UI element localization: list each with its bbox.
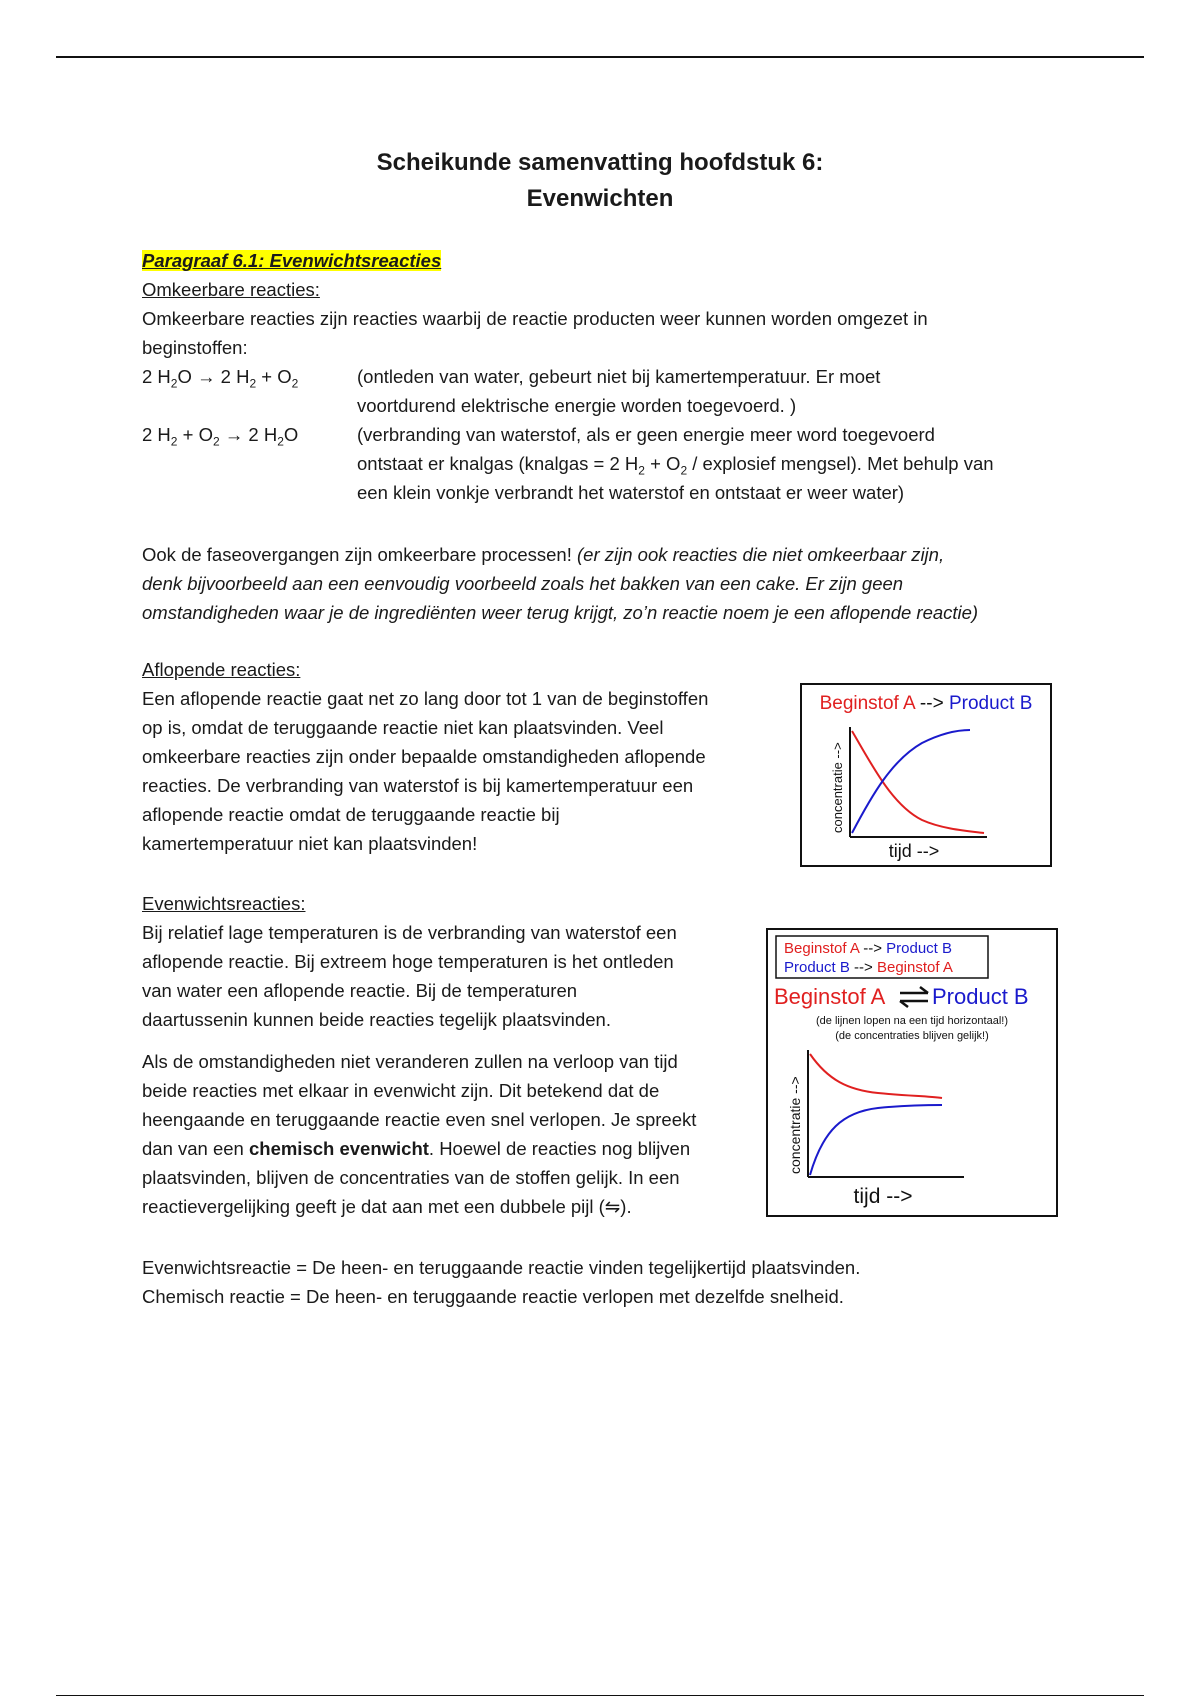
fig1-curve-product	[852, 730, 970, 833]
equation-1-desc-1: (ontleden van water, gebeurt niet bij kamertemperatuur. Er moet	[357, 366, 881, 387]
bottom-rule	[56, 1695, 1144, 1696]
aflopend-line-5: aflopende reactie omdat de teruggaande reactie bij	[142, 804, 560, 825]
evenwicht-p1-line-3: van water een aflopende reactie. Bij de temperaturen	[142, 980, 578, 1001]
fig2-main-product: Product B	[932, 984, 1029, 1009]
omkeerbaar-intro-2: beginstoffen:	[142, 337, 248, 358]
fig1-title: Beginstof A --> Product B	[819, 693, 1033, 714]
evenwicht-p2-line-1: Als de omstandigheden niet veranderen zullen na verloop van tijd	[142, 1051, 678, 1072]
aflopend-line-2: op is, omdat de teruggaande reactie niet kan plaatsvinden. Veel	[142, 717, 664, 738]
aflopend-line-4: reacties. De verbranding van waterstof is bij kamertemperatuur een	[142, 775, 694, 796]
fig1-x-label: tijd -->	[888, 841, 940, 861]
fig2-main-beginstof: Beginstof A	[774, 984, 886, 1009]
figure-evenwicht	[766, 928, 1058, 1217]
fase-line-2: denk bijvoorbeeld aan een eenvoudig voorbeeld zoals het bakken van een cake. Er zijn geen	[142, 573, 904, 594]
definition-evenwichtsreactie: Evenwichtsreactie = De heen- en teruggaande reactie vinden tegelijkertijd plaatsvinden.	[142, 1257, 861, 1278]
fig2-equilibrium-arrow	[900, 987, 928, 1007]
omkeerbaar-intro-1: Omkeerbare reacties zijn reacties waarbij de reactie producten weer kunnen worden omgezet in	[142, 308, 928, 329]
fig2-note-1: (de lijnen lopen na een tijd horizontaal!)	[815, 1015, 1009, 1027]
section-heading	[142, 246, 441, 275]
fig2-box-line-1: Beginstof A --> Product B	[784, 940, 953, 957]
aflopend-heading: Aflopende reacties:	[142, 659, 301, 680]
evenwicht-p2-line-2: beide reacties met elkaar in evenwicht zijn. Dit betekend dat de	[142, 1080, 660, 1101]
fig2-curve-product	[810, 1105, 942, 1175]
equation-1-desc-2: voortdurend elektrische energie worden toegevoerd. )	[357, 395, 797, 416]
fig1-y-label: concentratie -->	[830, 742, 845, 833]
aflopend-line-1: Een aflopende reactie gaat net zo lang door tot 1 van de beginstoffen	[142, 688, 709, 709]
fig2-curve-beginstof	[810, 1054, 942, 1098]
evenwicht-p1-line-4: daartussenin kunnen beide reacties tegelijk plaatsvinden.	[142, 1009, 611, 1030]
fig2-box-line-2: Product B --> Beginstof A	[784, 959, 953, 976]
evenwicht-p2-line-5: plaatsvinden, blijven de concentraties van de stoffen gelijk. In een	[142, 1167, 680, 1188]
figure-aflopend-svg	[802, 685, 1050, 865]
evenwicht-p1-line-1: Bij relatief lage temperaturen is de verbranding van waterstof een	[142, 922, 677, 943]
evenwicht-p1-line-2: aflopende reactie. Bij extreem hoge temperaturen is het ontleden	[142, 951, 674, 972]
aflopend-line-6: kamertemperatuur niet kan plaatsvinden!	[142, 833, 478, 854]
fase-line-3: omstandigheden waar je de ingrediënten weer terug krijgt, zo’n reactie noem je een aflopende reactie)	[142, 602, 979, 623]
fig2-note-2: (de concentraties blijven gelijk!)	[835, 1030, 989, 1042]
omkeerbaar-heading: Omkeerbare reacties:	[142, 279, 320, 300]
title-line-2: Evenwichten	[526, 185, 674, 212]
evenwicht-p2-line-3: heengaande en teruggaande reactie even snel verlopen. Je spreekt	[142, 1109, 697, 1130]
figure-aflopend	[800, 683, 1052, 867]
fig2-x-label: tijd -->	[853, 1185, 913, 1208]
fig2-y-label: concentratie -->	[787, 1076, 803, 1174]
equation-2-desc-1: (verbranding van waterstof, als er geen energie meer word toegevoerd	[357, 424, 935, 445]
equation-2: 2 $H_2 + O_2 \to 2$ $H_2O$	[142, 424, 299, 449]
aflopend-line-3: omkeerbare reacties zijn onder bepaalde omstandigheden aflopende	[142, 746, 706, 767]
equation-2-desc-3: een klein vonkje verbrandt het waterstof en ontstaat er weer water)	[357, 482, 905, 503]
evenwicht-heading: Evenwichtsreacties:	[142, 893, 306, 914]
definition-chemisch-reactie: Chemisch reactie = De heen- en teruggaande reactie verlopen met dezelfde snelheid.	[142, 1286, 844, 1307]
page-title	[0, 145, 1200, 217]
equation-1: 2 $H_2O \to 2$ $H_2 + O_2$	[142, 366, 299, 391]
top-rule	[56, 56, 1144, 58]
fase-line-1: Ook de faseovergangen zijn omkeerbare processen! (er zijn ook reacties die niet omkeerbaar zijn,	[142, 544, 945, 565]
figure-evenwicht-svg	[768, 930, 1056, 1215]
evenwicht-p2-line-4: dan van een chemisch evenwicht. Hoewel de reacties nog blijven	[142, 1138, 691, 1159]
title-line-1: Scheikunde samenvatting hoofdstuk 6:	[376, 149, 824, 176]
evenwicht-p2-line-6: reactievergelijking geeft je dat aan met een dubbele pijl (⇋).	[142, 1196, 632, 1217]
equation-2-desc-2: ontstaat er knalgas (knalgas = 2 $H_2 + O_2$ / explosief mengsel). Met behulp van	[357, 453, 994, 478]
section-heading-text: Paragraaf 6.1: Evenwichtsreacties	[142, 250, 442, 271]
